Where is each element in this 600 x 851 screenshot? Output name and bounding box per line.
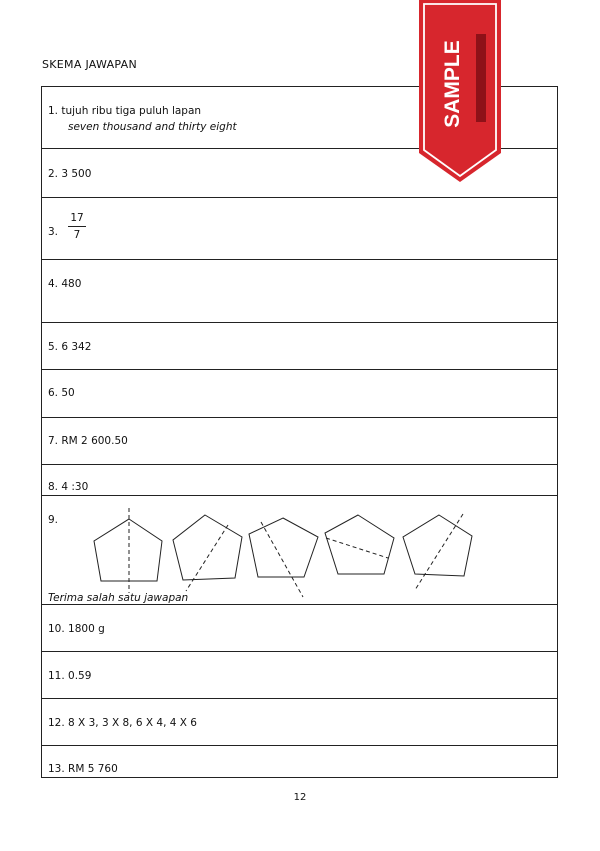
answer-5: 5. 6 342 — [48, 341, 92, 353]
answer-8: 8. 4 :30 — [48, 481, 89, 493]
answer-10: 10. 1800 g — [48, 623, 105, 635]
answer-row-11 — [42, 652, 557, 699]
answer-1-english: seven thousand and thirty eight — [68, 121, 237, 133]
answer-6: 6. 50 — [48, 387, 75, 399]
pentagon-4 — [325, 515, 394, 574]
answer-4: 4. 480 — [48, 278, 82, 290]
answer-2: 2. 3 500 — [48, 168, 92, 180]
answer-row-10 — [42, 605, 557, 652]
page-number: 12 — [293, 792, 307, 803]
answer-12: 12. 8 X 3, 3 X 8, 6 X 4, 4 X 6 — [48, 717, 197, 729]
answer-11: 11. 0.59 — [48, 670, 92, 682]
sample-watermark-badge — [419, 0, 501, 182]
answer-9-label: 9. — [48, 514, 59, 526]
pentagon-3 — [249, 518, 318, 597]
answer-3-fraction — [68, 212, 86, 241]
answer-13: 13. RM 5 760 — [48, 763, 118, 775]
answer-3-label: 3. — [48, 226, 59, 238]
answer-1-malay: 1. tujuh ribu tiga puluh lapan — [48, 105, 202, 117]
answer-row-4 — [42, 260, 557, 323]
answer-row-8 — [42, 465, 557, 496]
answer-row-9 — [42, 496, 557, 605]
answer-table — [41, 86, 558, 778]
answer-row-6 — [42, 370, 557, 418]
answer-7: 7. RM 2 600.50 — [48, 435, 128, 447]
fraction-numerator: 17 — [68, 212, 86, 227]
sample-watermark-text: SAMPLE — [441, 40, 464, 128]
pentagon-2 — [173, 515, 242, 591]
answer-row-5 — [42, 323, 557, 370]
pentagon-1 — [94, 508, 162, 593]
pentagon-lines-of-symmetry-diagram — [42, 496, 557, 605]
answer-9-note: Terima salah satu jawapan — [48, 592, 189, 604]
pentagon-5 — [403, 514, 472, 590]
fraction-denominator: 7 — [73, 229, 81, 241]
answer-row-12 — [42, 699, 557, 746]
answer-row-3 — [42, 198, 557, 260]
answer-row-13 — [42, 746, 557, 779]
answer-row-7 — [42, 418, 557, 465]
answer-scheme-title: SKEMA JAWAPAN — [42, 58, 138, 71]
